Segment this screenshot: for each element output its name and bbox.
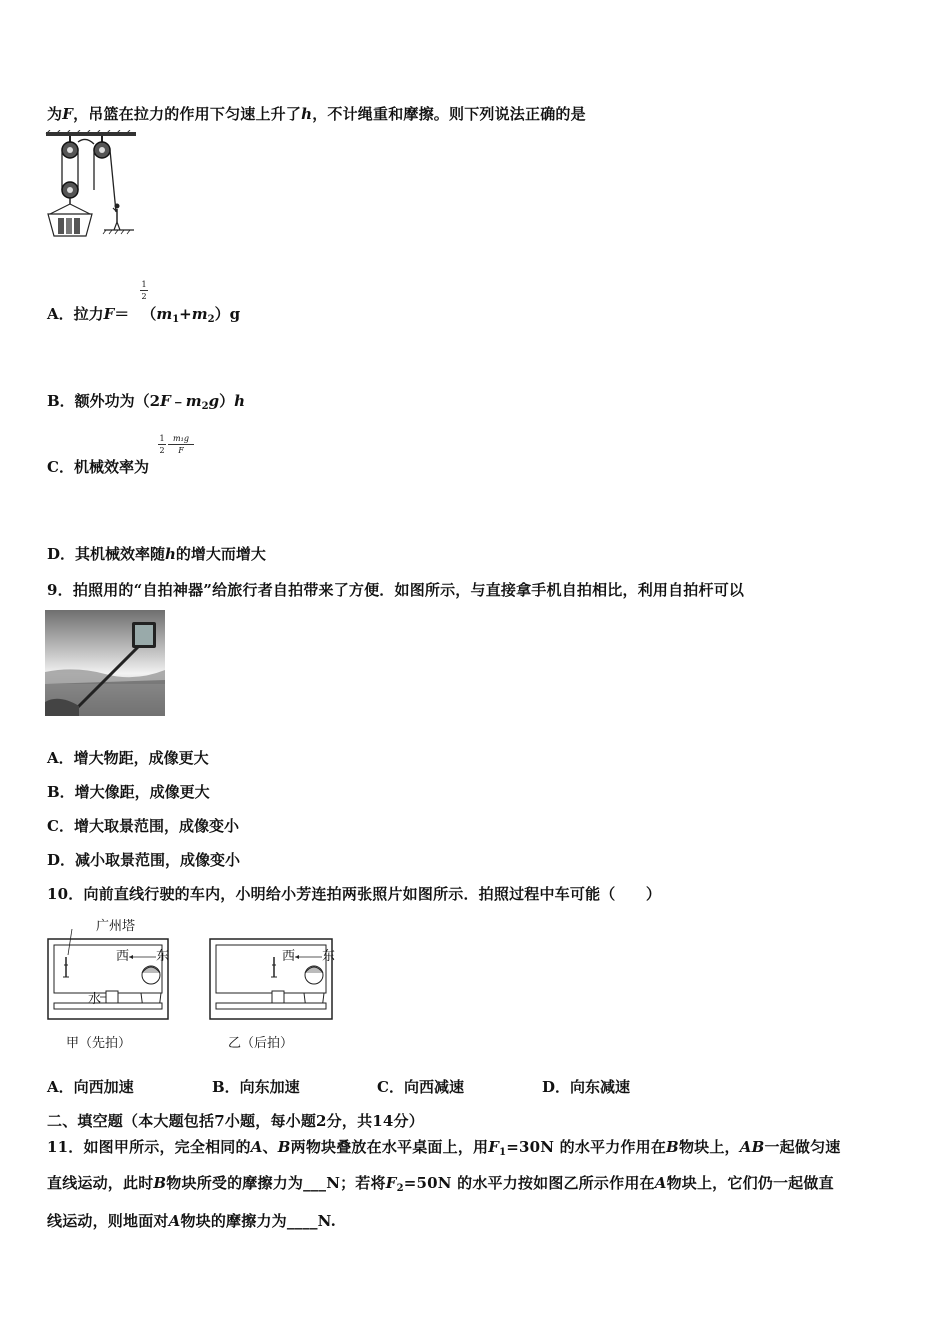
q8-option-c <box>47 456 149 477</box>
q8-optA-close: ）g <box>214 305 241 323</box>
q8-optD-h: h <box>165 545 176 563</box>
q8-intro-pre: 为 <box>47 105 63 123</box>
q8-optA-m1-sub: 1 <box>172 314 180 325</box>
q11-line3 <box>47 1210 336 1231</box>
q11-l1-f: 一起做匀速 <box>764 1138 841 1156</box>
q8-optB-g: g <box>208 392 220 410</box>
q11-line2 <box>47 1172 834 1194</box>
q8-optB-h: h <box>234 392 246 410</box>
q11-l2-b: 物块所受的摩擦力为___N；若将 <box>166 1174 386 1192</box>
q10-fig2-caption: 乙（后拍） <box>228 1036 294 1051</box>
q11-l2-d: 物块上，它们仍一起做直 <box>666 1174 834 1192</box>
q11-l2-a: 直线运动，此时 <box>47 1174 154 1192</box>
q9-option-b: B．增大像距，成像更大 <box>47 783 210 801</box>
q8-optA-m1: m <box>156 305 173 323</box>
q8-optC-half-den: 2 <box>159 446 165 455</box>
q8-option-d <box>47 543 266 564</box>
q11-l2-c: =50N 的水平力按如图乙所示作用在 <box>403 1174 655 1192</box>
q8-optA-open: （ <box>141 305 157 323</box>
q9-option-d: D．减小取景范围，成像变小 <box>47 851 241 869</box>
q8-optC-label: C．机械效率为 <box>47 458 149 476</box>
q8-optB-label: B．额外功为（2 <box>47 392 161 410</box>
q8-intro-mid: ，吊篮在拉力的作用下匀速上升了 <box>73 105 302 123</box>
q9-stem: 9．拍照用的“自拍神器”给旅行者自拍带来了方便．如图所示，与直接拿手机自拍相比，利用自拍杆可以 <box>47 581 745 599</box>
q10-fig2-east: 东 <box>322 949 336 964</box>
q10-option-d: D．向东减速 <box>542 1078 631 1096</box>
q8-optD-pre: D．其机械效率随 <box>47 545 166 563</box>
q11-l2-F: F <box>385 1174 397 1192</box>
q11-l1-e: 物块上， <box>678 1138 740 1156</box>
selfie-stick-photo <box>45 610 165 716</box>
q8-optC-ratio-den: F <box>178 446 184 455</box>
q11-line1 <box>47 1136 840 1158</box>
q11-l2-Fsub: 2 <box>396 1183 404 1194</box>
q10-fig1-caption: 甲（先拍） <box>66 1036 132 1051</box>
q8-optA-m2: m <box>191 305 208 323</box>
q8-optA-frac-num: 1 <box>141 280 147 289</box>
q8-intro-h: h <box>301 105 313 123</box>
q8-intro <box>47 103 586 124</box>
q8-optB-close: ） <box>219 392 235 410</box>
q11-l1-Fsub: 1 <box>499 1147 507 1158</box>
q10-stem: 10．向前直线行驶的车内，小明给小芳连拍两张照片如图所示．拍照过程中车可能（ ） <box>47 885 662 903</box>
q10-figure-jia <box>46 915 171 1055</box>
q10-fig1-east: 东 <box>156 949 170 964</box>
q8-optB-F: F <box>160 392 171 410</box>
q11-l1-A: A <box>250 1138 263 1156</box>
q11-l3-A: A <box>168 1212 181 1230</box>
q11-l1-B: B <box>277 1138 291 1156</box>
q11-l3-b: 物块的摩擦力为____N. <box>180 1212 337 1230</box>
q10-figure-yi <box>208 915 338 1055</box>
q8-option-a <box>47 303 240 325</box>
q10-option-b: B．向东加速 <box>212 1078 300 1096</box>
q11-l1-B2: B <box>666 1138 679 1156</box>
q11-l1-b: 、 <box>262 1138 278 1156</box>
q8-optD-post: 的增大而增大 <box>175 545 266 563</box>
q10-fig1-tower-label: 广州塔 <box>96 919 136 934</box>
q8-optA-label: A．拉力 <box>47 305 104 323</box>
q8-optA-eq: ＝ <box>114 305 130 323</box>
q11-l3-a: 线运动，则地面对 <box>47 1212 169 1230</box>
q8-optC-ratio <box>168 434 194 455</box>
q11-l2-A: A <box>654 1174 667 1192</box>
q9-option-a: A．增大物距，成像更大 <box>47 749 209 767</box>
q8-optC-ratio-num: m₁g <box>173 434 189 443</box>
q10-fig1-water: 水 <box>88 992 102 1007</box>
pulley-figure <box>44 130 138 240</box>
q8-optA-plus: + <box>179 305 192 323</box>
q9-option-c: C．增大取景范围，成像变小 <box>47 817 239 835</box>
q11-l1-d: =30N 的水平力作用在 <box>506 1138 667 1156</box>
q10-option-c: C．向西减速 <box>377 1078 464 1096</box>
q8-optA-fraction <box>140 280 148 301</box>
q10-figure-yi-drawing <box>208 915 338 1025</box>
section2-title: 二、填空题（本大题包括7小题，每小题2分，共14分） <box>47 1112 424 1130</box>
q11-l1-a: 11．如图甲所示，完全相同的 <box>47 1138 251 1156</box>
q8-optB-minus: ﹣ <box>170 392 186 410</box>
q8-optC-half <box>158 434 166 455</box>
q8-optB-sub: 2 <box>201 401 209 412</box>
q10-fig1-west: 西 <box>116 949 130 964</box>
q8-optA-F: F <box>103 305 115 323</box>
q11-l2-B: B <box>153 1174 167 1192</box>
q8-option-b <box>47 390 245 412</box>
q8-optB-m: m <box>185 392 202 410</box>
q8-optC-half-num: 1 <box>159 434 165 443</box>
q11-l1-c: 两物块叠放在水平桌面上，用 <box>290 1138 489 1156</box>
q8-optA-m2-sub: 2 <box>207 314 215 325</box>
q8-intro-F: F <box>62 105 74 123</box>
q10-fig2-west: 西 <box>282 949 296 964</box>
q11-l1-F: F <box>488 1138 500 1156</box>
q8-optA-frac-den: 2 <box>141 292 147 301</box>
q8-intro-post: ，不计绳重和摩擦。则下列说法正确的是 <box>312 105 586 123</box>
q10-option-a: A．向西加速 <box>47 1078 134 1096</box>
q11-l1-AB: AB <box>739 1138 765 1156</box>
